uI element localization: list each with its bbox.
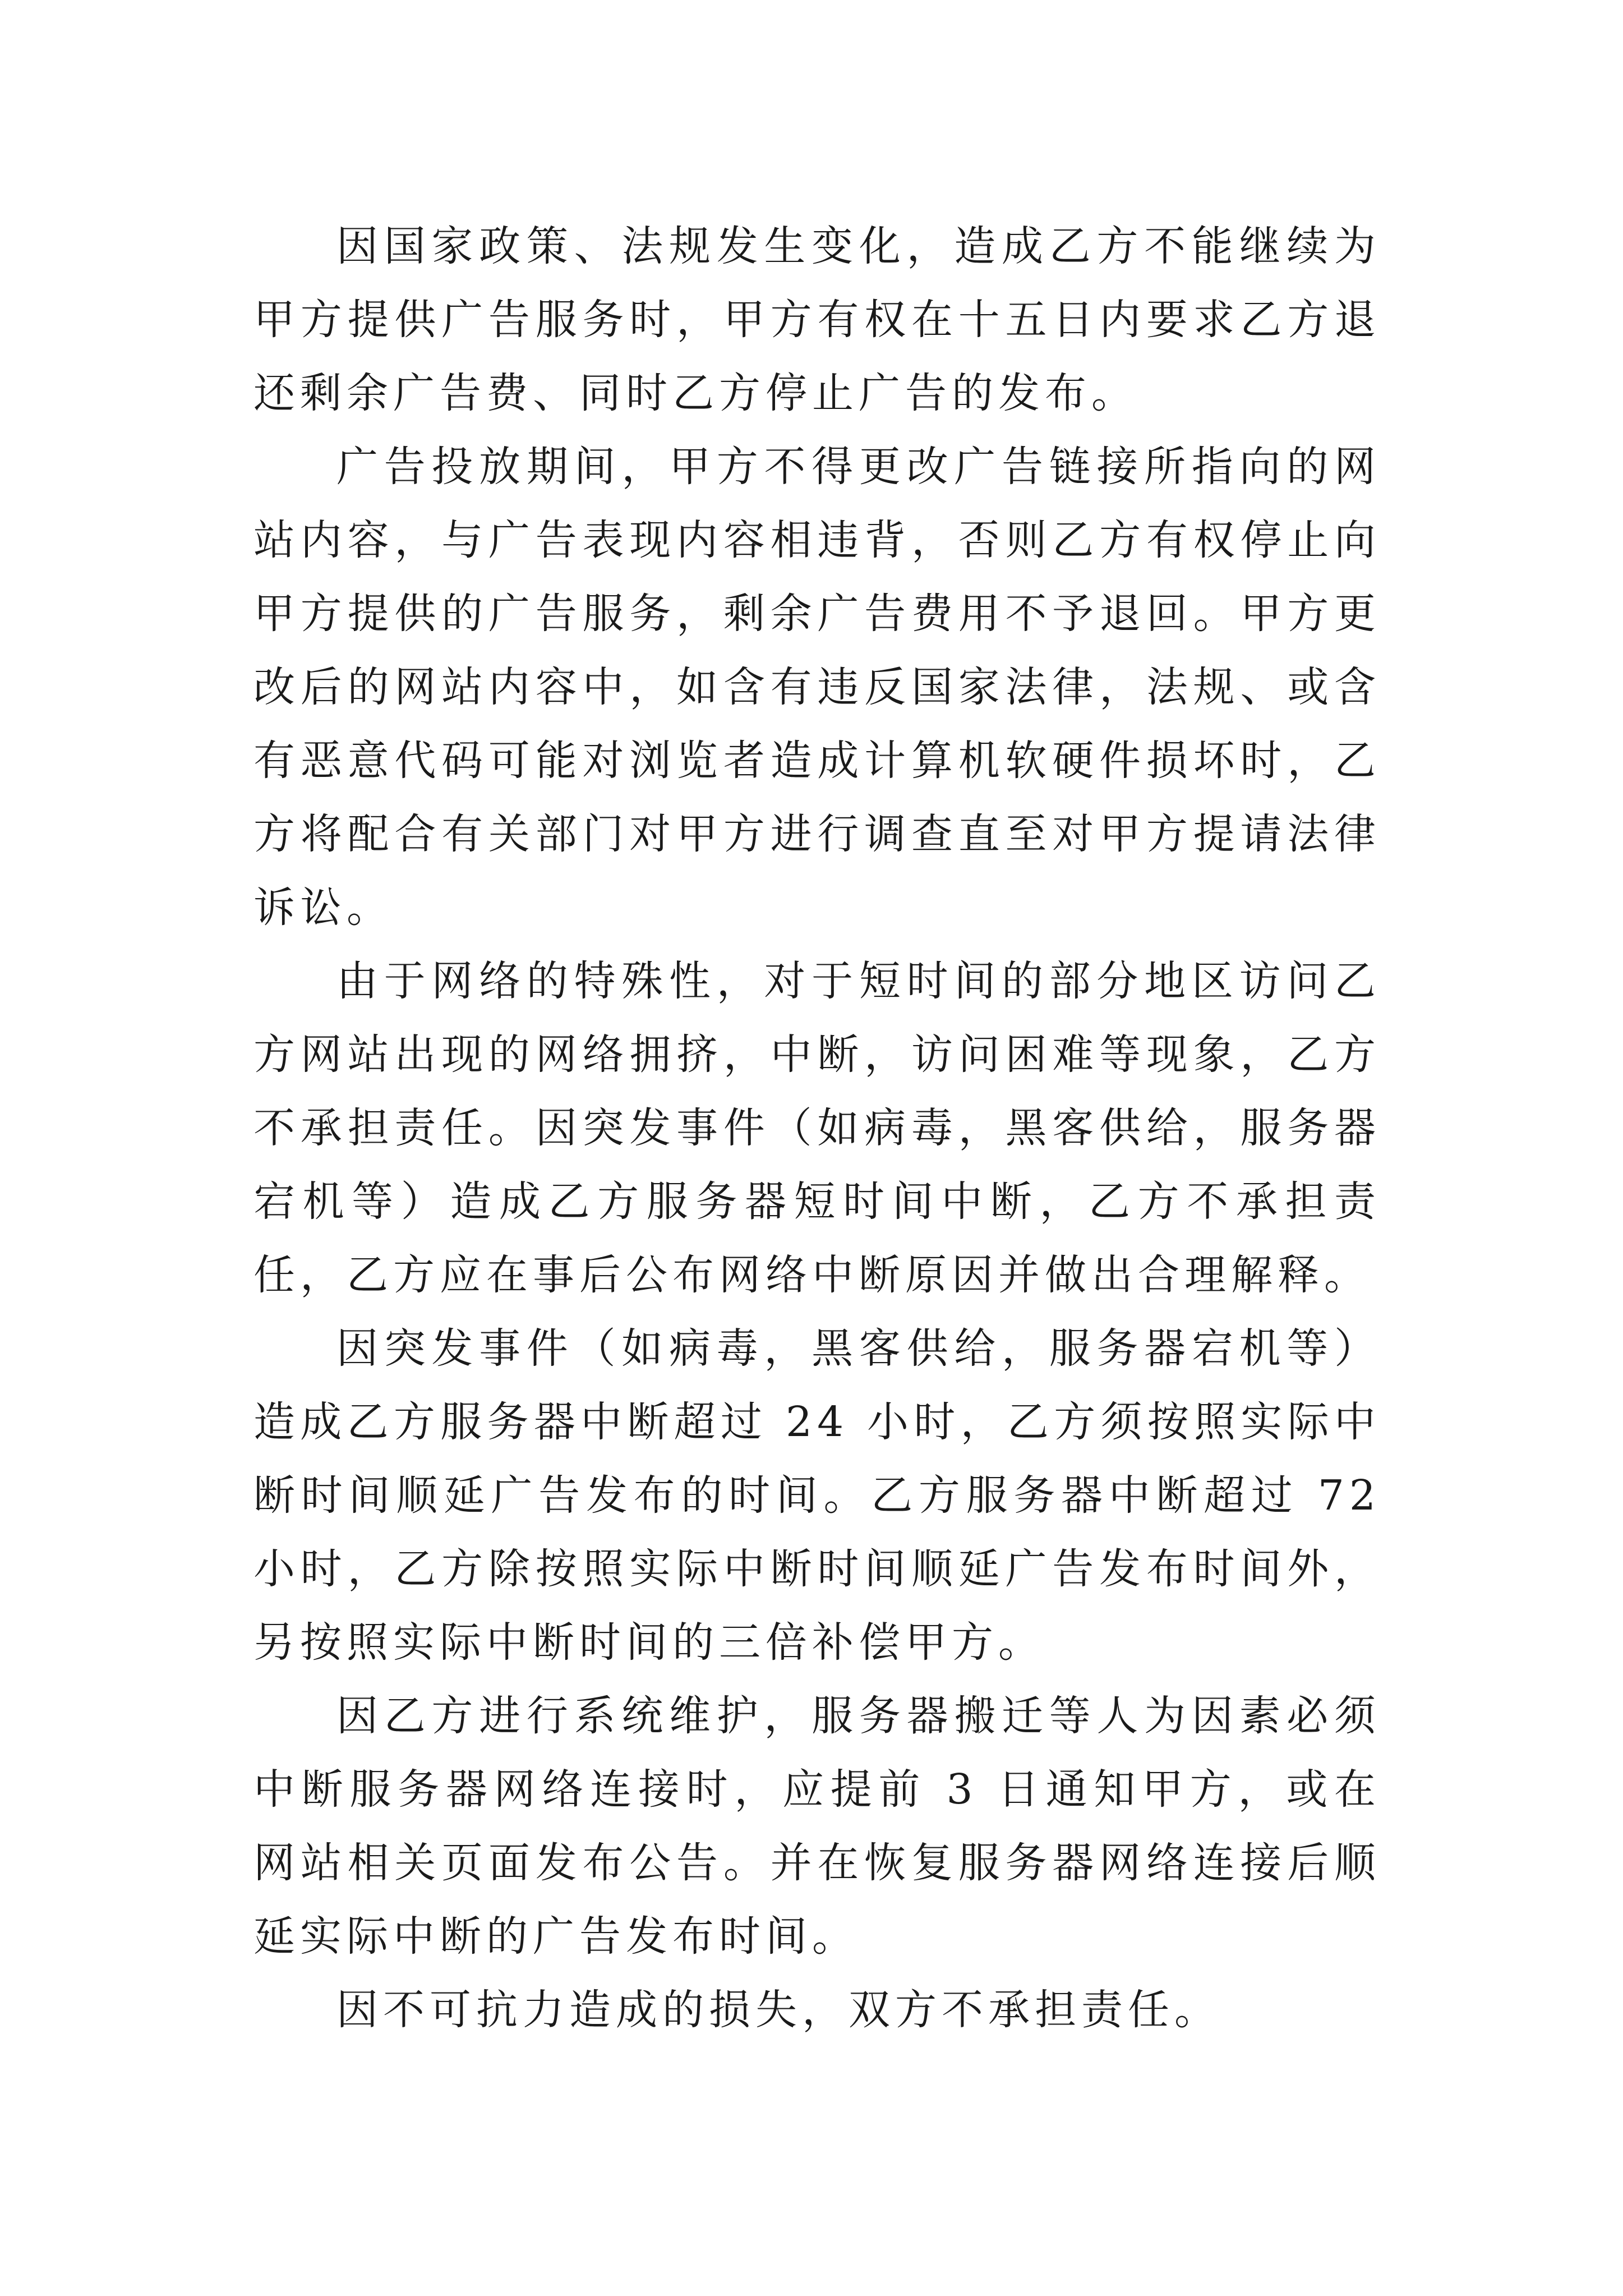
paragraph-policy-change: 因国家政策、法规发生变化，造成乙方不能继续为甲方提供广告服务时，甲方有权在十五日内要求乙方退还剩余广告费、同时乙方停止广告的发布。: [253, 222, 1381, 417]
paragraph-network-interruption: 由于网络的特殊性，对于短时间的部分地区访问乙方网站出现的网络拥挤，中断，访问困难等现象，乙方不承担责任。因突发事件（如病毒，黑客供给，服务器宕机等）造成乙方服务器短时间中断，乙方不承担责任，乙方应在事后公布网络中断原因并做出合理解释。: [253, 957, 1381, 1299]
paragraph-force-majeure: 因不可抗力造成的损失，双方不承担责任。: [336, 1986, 1221, 2034]
paragraph-server-outage-compensation: 因突发事件（如病毒，黑客供给，服务器宕机等）造成乙方服务器中断超过 24 小时，乙方须按照实际中断时间顺延广告发布的时间。乙方服务器中断超过 72 小时，乙方除按照实际中断时间顺延广告发布时间外，另按照实际中断时间的三倍补偿甲方。: [253, 1324, 1381, 1667]
paragraph-maintenance-notice: 因乙方进行系统维护，服务器搬迁等人为因素必须中断服务器网络连接时，应提前 3 日通知甲方，或在网站相关页面发布公告。并在恢复服务器网络连接后顺延实际中断的广告发布时间。: [253, 1692, 1381, 1961]
document-body: [253, 210, 1381, 2047]
paragraph-ad-content-change: 广告投放期间，甲方不得更改广告链接所指向的网站内容，与广告表现内容相违背，否则乙方有权停止向甲方提供的广告服务，剩余广告费用不予退回。甲方更改后的网站内容中，如含有违反国家法律，法规、或含有恶意代码可能对浏览者造成计算机软硬件损坏时，乙方将配合有关部门对甲方进行调查直至对甲方提请法律诉讼。: [253, 443, 1381, 932]
